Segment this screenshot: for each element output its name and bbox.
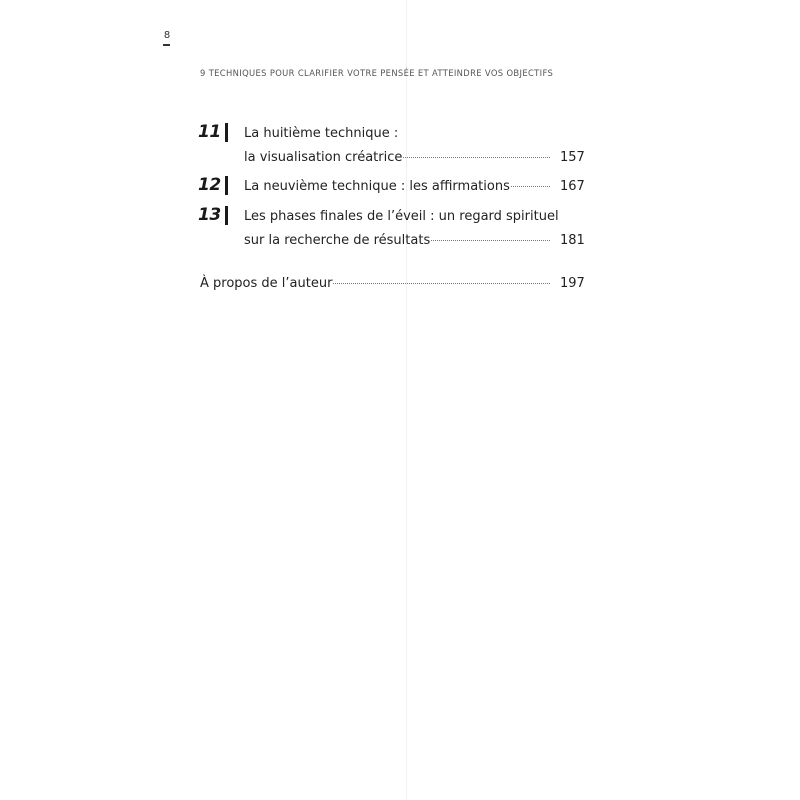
running-head: 9 TECHNIQUES POUR CLARIFIER VOTRE PENSÉE ET ATTEINDRE VOS OBJECTIFS	[200, 68, 554, 78]
chapter-number: 12	[198, 175, 221, 195]
toc-entry-title-continued[interactable]	[244, 233, 584, 248]
toc-entry-about-author[interactable]	[200, 276, 584, 291]
toc-entry-line: La neuvième technique : les affirmations	[244, 179, 510, 194]
toc-entry-line: La huitième technique :	[244, 126, 399, 141]
page-number: 8	[163, 30, 171, 41]
chapter-bar	[225, 123, 228, 142]
toc-entry-line: la visualisation créatrice	[244, 150, 403, 165]
toc-entry-line: sur la recherche de résultats	[244, 233, 431, 248]
toc-page-number: 167	[560, 179, 585, 194]
toc-entry-line: Les phases finales de l’éveil : un regard spirituel	[244, 209, 559, 224]
toc-page-number: 181	[560, 233, 585, 248]
toc-entry-title[interactable]	[244, 179, 584, 194]
chapter-bar	[225, 176, 228, 195]
toc-entry-title	[244, 126, 584, 141]
dot-leader	[403, 157, 550, 158]
toc-entry-line: À propos de l’auteur	[200, 276, 333, 291]
chapter-number: 13	[198, 205, 221, 225]
toc-entry-title-continued[interactable]	[244, 150, 584, 165]
dot-leader	[333, 283, 550, 284]
toc-entry-title	[244, 209, 584, 224]
toc-page-number: 197	[560, 276, 585, 291]
chapter-bar	[225, 206, 228, 225]
dot-leader	[431, 240, 550, 241]
dot-leader	[511, 186, 550, 187]
toc-page-number: 157	[560, 150, 585, 165]
chapter-number: 11	[198, 122, 221, 142]
